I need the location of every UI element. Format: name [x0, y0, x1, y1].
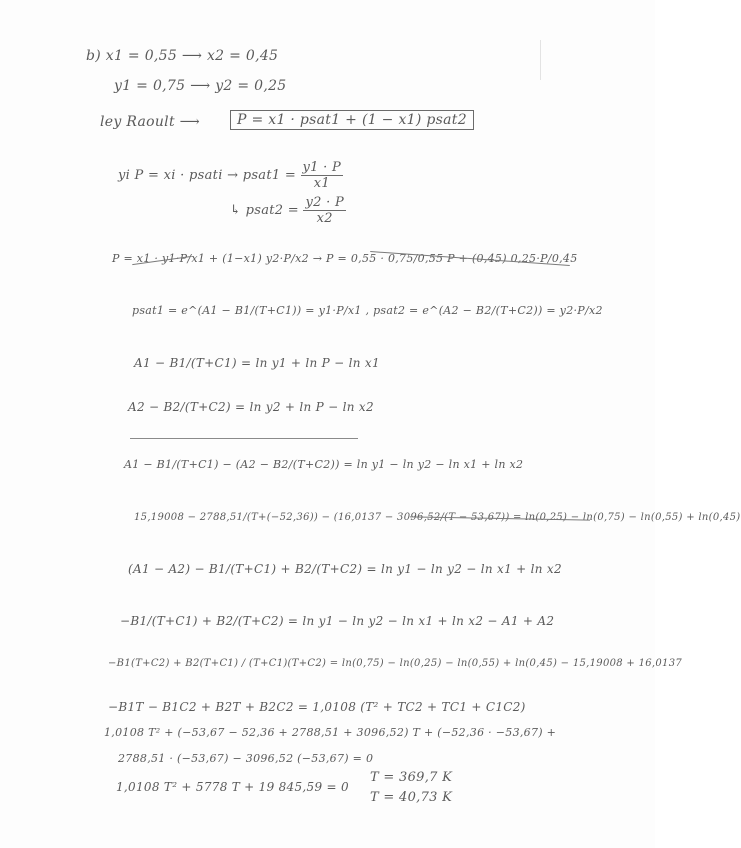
line-numeric-substitution: 15,19008 − 2788,51/(T+(−52,36)) − (16,0137 − 3096,52/(T − 53,67)) = ln(0,25) − ln(0,75) − ln(0,55) + ln(0,45)	[134, 512, 741, 523]
psat1-numerator: y1 · P	[302, 160, 342, 175]
line-quadratic-constant: 2788,51 · (−53,67) − 3096,52 (−53,67) = 0	[118, 752, 374, 765]
line-antoine-difference: A1 − B1/(T+C1) − (A2 − B2/(T+C2)) = ln y1 − ln y2 − ln x1 + ln x2	[124, 458, 524, 471]
line-regrouped: (A1 − A2) − B1/(T+C1) + B2/(T+C2) = ln y1 − ln y2 − ln x1 + ln x2	[128, 562, 562, 576]
line-mole-fractions-y: y1 = 0,75 ⟶ y2 = 0,25	[114, 78, 287, 94]
line-quadratic-equation: 1,0108 T² + 5778 T + 19 845,59 = 0	[116, 780, 349, 794]
psat2-lhs: ↳ psat2 =	[230, 203, 299, 218]
psat1-lhs: yi P = xi · psati → psat1 =	[118, 168, 297, 183]
line-isolated-b-terms: −B1/(T+C1) + B2/(T+C2) = ln y1 − ln y2 − ln x1 + ln x2 − A1 + A2	[120, 614, 555, 628]
psat1-fraction	[301, 160, 344, 191]
psat2-numerator: y2 · P	[305, 195, 344, 210]
line-antoine-2: A2 − B2/(T+C2) = ln y2 + ln P − ln x2	[128, 400, 374, 414]
raoult-law-label: ley Raoult ⟶	[100, 114, 201, 130]
line-common-denominator: −B1(T+C2) + B2(T+C1) / (T+C1)(T+C2) = ln(0,75) − ln(0,25) − ln(0,55) + ln(0,45) − 15,19008 + 16,0137	[108, 658, 683, 669]
line-antoine-psat: psat1 = e^(A1 − B1/(T+C1)) = y1·P/x1 , psat2 = e^(A2 − B2/(T+C2)) = y2·P/x2	[132, 304, 603, 317]
psat2-denominator: x2	[316, 211, 333, 226]
page-edge-mark	[540, 40, 541, 80]
separator-line	[130, 438, 358, 439]
psat2-fraction	[303, 195, 346, 226]
psat1-denominator: x1	[313, 176, 330, 191]
line-quadratic-coefficients: 1,0108 T² + (−53,67 − 52,36 + 2788,51 + 3096,52) T + (−52,36 · −53,67) +	[104, 726, 557, 739]
line-mole-fractions-x: b) x1 = 0,55 ⟶ x2 = 0,45	[86, 48, 279, 64]
raoult-law-equation: P = x1 · psat1 + (1 − x1) psat2	[230, 110, 474, 130]
result-root-2: T = 40,73 K	[370, 790, 453, 805]
line-psat2-derivation	[230, 195, 346, 226]
line-expanded: −B1T − B1C2 + B2T + B2C2 = 1,0108 (T² + TC2 + TC1 + C1C2)	[108, 700, 526, 714]
line-antoine-1: A1 − B1/(T+C1) = ln y1 + ln P − ln x1	[134, 356, 380, 370]
line-psat1-derivation	[118, 160, 343, 191]
result-root-1: T = 369,7 K	[370, 770, 453, 785]
line-pressure-substitution: P = x1 · y1·P/x1 + (1−x1) y2·P/x2 → P = 0,55 · 0,75/0,55 P + (0,45) 0,25·P/0,45	[112, 252, 578, 265]
